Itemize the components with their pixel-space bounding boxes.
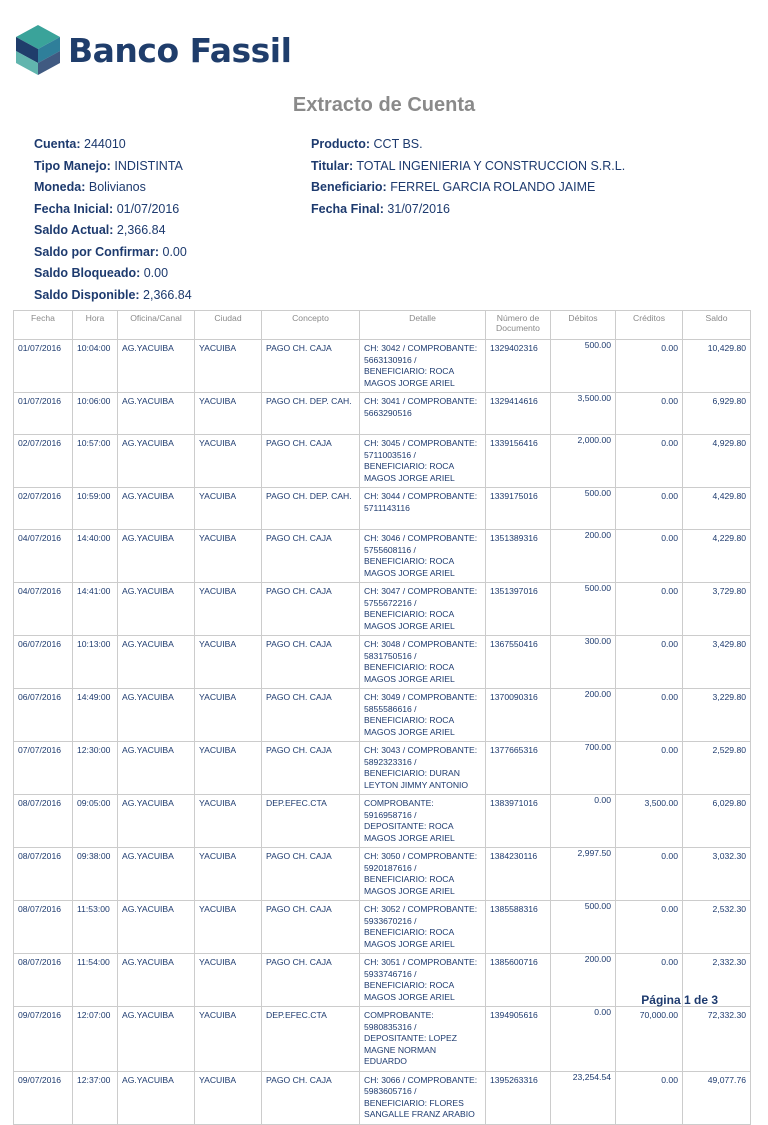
info-left-row [34, 156, 192, 178]
credit-cell: 0.00 [616, 954, 683, 1007]
concept-cell: PAGO CH. DEP. CAH. [262, 488, 360, 530]
city-cell: YACUIBA [195, 742, 262, 795]
table-row [14, 689, 751, 742]
balance-cell: 3,729.80 [683, 583, 751, 636]
column-header: Fecha [14, 311, 73, 340]
detail-cell: CH: 3049 / COMPROBANTE: 5855586616 / BENEFICIARIO: ROCA MAGOS JORGE ARIEL [360, 689, 486, 742]
balance-cell: 3,429.80 [683, 636, 751, 689]
document-cell: 1367550416 [486, 636, 551, 689]
table-row [14, 848, 751, 901]
date-cell: 08/07/2016 [14, 901, 73, 954]
credit-cell: 0.00 [616, 393, 683, 435]
date-cell: 06/07/2016 [14, 689, 73, 742]
concept-cell: PAGO CH. DEP. CAH. [262, 393, 360, 435]
info-label: Saldo Actual: [34, 223, 114, 237]
info-value: 2,366.84 [143, 287, 192, 302]
concept-cell: PAGO CH. CAJA [262, 530, 360, 583]
time-cell: 14:49:00 [73, 689, 118, 742]
concept-cell: DEP.EFEC.CTA [262, 795, 360, 848]
office-cell: AG.YACUIBA [118, 742, 195, 795]
info-value: Bolivianos [88, 180, 146, 194]
detail-cell: CH: 3066 / COMPROBANTE: 5983605716 / BENEFICIARIO: FLORES SANGALLE FRANZ ARABIO [360, 1071, 486, 1124]
debit-cell: 200.00 [551, 530, 616, 583]
date-cell: 04/07/2016 [14, 530, 73, 583]
city-cell: YACUIBA [195, 795, 262, 848]
bank-logo-icon [16, 25, 60, 75]
time-cell: 11:54:00 [73, 954, 118, 1007]
table-row [14, 795, 751, 848]
city-cell: YACUIBA [195, 636, 262, 689]
concept-cell: PAGO CH. CAJA [262, 636, 360, 689]
date-cell: 01/07/2016 [14, 340, 73, 393]
debit-cell: 2,997.50 [551, 848, 616, 901]
balance-cell: 10,429.80 [683, 340, 751, 393]
concept-cell: PAGO CH. CAJA [262, 1071, 360, 1124]
document-cell: 1394905616 [486, 1007, 551, 1072]
info-value: 2,366.84 [116, 223, 166, 237]
document-cell: 1329414616 [486, 393, 551, 435]
date-cell: 09/07/2016 [14, 1007, 73, 1072]
debit-cell: 500.00 [551, 901, 616, 954]
date-cell: 07/07/2016 [14, 742, 73, 795]
table-row [14, 583, 751, 636]
detail-cell: CH: 3050 / COMPROBANTE: 5920187616 / BENEFICIARIO: ROCA MAGOS JORGE ARIEL [360, 848, 486, 901]
concept-cell: PAGO CH. CAJA [262, 954, 360, 1007]
table-header-row [14, 311, 751, 340]
debit-cell: 3,500.00 [551, 393, 616, 435]
time-cell: 09:38:00 [73, 848, 118, 901]
column-header: Saldo [683, 311, 751, 340]
concept-cell: PAGO CH. CAJA [262, 742, 360, 795]
city-cell: YACUIBA [195, 1007, 262, 1072]
balance-cell: 72,332.30 [683, 1007, 751, 1072]
info-left-row [34, 177, 192, 199]
debit-cell: 200.00 [551, 954, 616, 1007]
table-row [14, 393, 751, 435]
info-right-row [311, 156, 625, 178]
info-value: 01/07/2016 [116, 201, 180, 216]
debit-cell: 500.00 [551, 583, 616, 636]
credit-cell: 3,500.00 [616, 795, 683, 848]
office-cell: AG.YACUIBA [118, 795, 195, 848]
office-cell: AG.YACUIBA [118, 530, 195, 583]
balance-cell: 6,929.80 [683, 393, 751, 435]
info-label: Tipo Manejo: [34, 158, 111, 173]
office-cell: AG.YACUIBA [118, 393, 195, 435]
info-label: Titular: [311, 158, 354, 173]
document-cell: 1377665316 [486, 742, 551, 795]
city-cell: YACUIBA [195, 530, 262, 583]
balance-cell: 2,529.80 [683, 742, 751, 795]
debit-cell: 500.00 [551, 488, 616, 530]
document-cell: 1351389316 [486, 530, 551, 583]
column-header: Hora [73, 311, 118, 340]
detail-cell: CH: 3042 / COMPROBANTE: 5663130916 / BENEFICIARIO: ROCA MAGOS JORGE ARIEL [360, 340, 486, 393]
balance-cell: 2,332.30 [683, 954, 751, 1007]
credit-cell: 0.00 [616, 583, 683, 636]
detail-cell: COMPROBANTE: 5980835316 / DEPOSITANTE: LOPEZ MAGNE NORMAN EDUARDO [360, 1007, 486, 1072]
document-cell: 1351397016 [486, 583, 551, 636]
time-cell: 10:06:00 [73, 393, 118, 435]
info-label: Saldo Disponible: [34, 287, 140, 302]
detail-cell: CH: 3044 / COMPROBANTE: 5711143116 [360, 488, 486, 530]
city-cell: YACUIBA [195, 583, 262, 636]
column-header: Ciudad [195, 311, 262, 340]
info-label: Beneficiario: [311, 180, 387, 194]
office-cell: AG.YACUIBA [118, 901, 195, 954]
column-header: Débitos [551, 311, 616, 340]
debit-cell: 23,254.54 [551, 1071, 616, 1124]
credit-cell: 0.00 [616, 435, 683, 488]
city-cell: YACUIBA [195, 488, 262, 530]
credit-cell: 0.00 [616, 848, 683, 901]
table-row [14, 435, 751, 488]
date-cell: 02/07/2016 [14, 435, 73, 488]
info-label: Moneda: [34, 180, 86, 194]
document-cell: 1329402316 [486, 340, 551, 393]
debit-cell: 0.00 [551, 1007, 616, 1072]
balance-cell: 4,229.80 [683, 530, 751, 583]
column-header: Oficina/Canal [118, 311, 195, 340]
info-value: 0.00 [162, 244, 187, 259]
date-cell: 09/07/2016 [14, 1071, 73, 1124]
concept-cell: PAGO CH. CAJA [262, 689, 360, 742]
time-cell: 10:57:00 [73, 435, 118, 488]
time-cell: 12:07:00 [73, 1007, 118, 1072]
info-label: Cuenta: [34, 137, 81, 151]
document-cell: 1395263316 [486, 1071, 551, 1124]
info-value: 0.00 [143, 266, 169, 280]
balance-cell: 4,429.80 [683, 488, 751, 530]
city-cell: YACUIBA [195, 689, 262, 742]
info-value: FERREL GARCIA ROLANDO JAIME [390, 180, 596, 194]
date-cell: 08/07/2016 [14, 848, 73, 901]
credit-cell: 0.00 [616, 530, 683, 583]
detail-cell: CH: 3052 / COMPROBANTE: 5933670216 / BENEFICIARIO: ROCA MAGOS JORGE ARIEL [360, 901, 486, 954]
table-row [14, 954, 751, 1007]
credit-cell: 0.00 [616, 488, 683, 530]
city-cell: YACUIBA [195, 1071, 262, 1124]
city-cell: YACUIBA [195, 848, 262, 901]
credit-cell: 70,000.00 [616, 1007, 683, 1072]
table-row [14, 340, 751, 393]
credit-cell: 0.00 [616, 636, 683, 689]
time-cell: 12:30:00 [73, 742, 118, 795]
document-cell: 1385588316 [486, 901, 551, 954]
info-label: Saldo Bloqueado: [34, 266, 141, 280]
detail-cell: CH: 3045 / COMPROBANTE: 5711003516 / BENEFICIARIO: ROCA MAGOS JORGE ARIEL [360, 435, 486, 488]
office-cell: AG.YACUIBA [118, 848, 195, 901]
debit-cell: 500.00 [551, 340, 616, 393]
detail-cell: CH: 3048 / COMPROBANTE: 5831750516 / BENEFICIARIO: ROCA MAGOS JORGE ARIEL [360, 636, 486, 689]
info-left-row [34, 242, 192, 264]
info-left-row [34, 285, 192, 307]
office-cell: AG.YACUIBA [118, 636, 195, 689]
time-cell: 14:40:00 [73, 530, 118, 583]
time-cell: 09:05:00 [73, 795, 118, 848]
time-cell: 12:37:00 [73, 1071, 118, 1124]
city-cell: YACUIBA [195, 435, 262, 488]
document-cell: 1370090316 [486, 689, 551, 742]
info-label: Saldo por Confirmar: [34, 244, 160, 259]
page-indicator: Página 1 de 3 [641, 993, 718, 1007]
concept-cell: PAGO CH. CAJA [262, 435, 360, 488]
column-header: Créditos [616, 311, 683, 340]
table-row [14, 901, 751, 954]
info-right-row [311, 199, 625, 221]
date-cell: 02/07/2016 [14, 488, 73, 530]
debit-cell: 2,000.00 [551, 435, 616, 488]
credit-cell: 0.00 [616, 742, 683, 795]
detail-cell: COMPROBANTE: 5916958716 / DEPOSITANTE: ROCA MAGOS JORGE ARIEL [360, 795, 486, 848]
info-value: 31/07/2016 [387, 201, 450, 216]
credit-cell: 0.00 [616, 340, 683, 393]
concept-cell: PAGO CH. CAJA [262, 340, 360, 393]
time-cell: 14:41:00 [73, 583, 118, 636]
concept-cell: PAGO CH. CAJA [262, 901, 360, 954]
detail-cell: CH: 3041 / COMPROBANTE: 5663290516 [360, 393, 486, 435]
balance-cell: 2,532.30 [683, 901, 751, 954]
concept-cell: DEP.EFEC.CTA [262, 1007, 360, 1072]
column-header: Detalle [360, 311, 486, 340]
debit-cell: 300.00 [551, 636, 616, 689]
info-value: TOTAL INGENIERIA Y CONSTRUCCION S.R.L. [356, 158, 626, 173]
info-left-row [34, 263, 192, 285]
table-row [14, 1007, 751, 1072]
city-cell: YACUIBA [195, 954, 262, 1007]
document-cell: 1385600716 [486, 954, 551, 1007]
page-title: Extracto de Cuenta [292, 94, 476, 116]
date-cell: 08/07/2016 [14, 795, 73, 848]
office-cell: AG.YACUIBA [118, 1007, 195, 1072]
date-cell: 01/07/2016 [14, 393, 73, 435]
transactions-table [13, 310, 751, 1125]
info-left-row [34, 220, 192, 242]
info-label: Producto: [311, 137, 371, 151]
document-cell: 1339175016 [486, 488, 551, 530]
balance-cell: 3,032.30 [683, 848, 751, 901]
table-row [14, 742, 751, 795]
time-cell: 10:13:00 [73, 636, 118, 689]
detail-cell: CH: 3046 / COMPROBANTE: 5755608116 / BENEFICIARIO: ROCA MAGOS JORGE ARIEL [360, 530, 486, 583]
office-cell: AG.YACUIBA [118, 689, 195, 742]
info-left-row [34, 134, 192, 156]
info-value: CCT BS. [373, 137, 423, 151]
balance-cell: 6,029.80 [683, 795, 751, 848]
credit-cell: 0.00 [616, 689, 683, 742]
time-cell: 10:04:00 [73, 340, 118, 393]
column-header: Concepto [262, 311, 360, 340]
bank-logo [16, 24, 291, 76]
bank-name: Banco Fassil [68, 30, 292, 70]
time-cell: 11:53:00 [73, 901, 118, 954]
document-cell: 1384230116 [486, 848, 551, 901]
table-row [14, 530, 751, 583]
debit-cell: 700.00 [551, 742, 616, 795]
detail-cell: CH: 3047 / COMPROBANTE: 5755672216 / BENEFICIARIO: ROCA MAGOS JORGE ARIEL [360, 583, 486, 636]
credit-cell: 0.00 [616, 901, 683, 954]
date-cell: 08/07/2016 [14, 954, 73, 1007]
account-info-right [311, 134, 625, 220]
concept-cell: PAGO CH. CAJA [262, 848, 360, 901]
info-value: INDISTINTA [114, 158, 183, 173]
info-value: 244010 [84, 137, 126, 151]
concept-cell: PAGO CH. CAJA [262, 583, 360, 636]
debit-cell: 200.00 [551, 689, 616, 742]
office-cell: AG.YACUIBA [118, 435, 195, 488]
info-right-row [311, 177, 625, 199]
document-cell: 1383971016 [486, 795, 551, 848]
column-header: Número de Documento [486, 311, 551, 340]
info-right-row [311, 134, 625, 156]
office-cell: AG.YACUIBA [118, 1071, 195, 1124]
account-info-left [34, 134, 192, 306]
city-cell: YACUIBA [195, 393, 262, 435]
balance-cell: 3,229.80 [683, 689, 751, 742]
table-row [14, 636, 751, 689]
balance-cell: 4,929.80 [683, 435, 751, 488]
credit-cell: 0.00 [616, 1071, 683, 1124]
date-cell: 04/07/2016 [14, 583, 73, 636]
office-cell: AG.YACUIBA [118, 583, 195, 636]
office-cell: AG.YACUIBA [118, 340, 195, 393]
table-row [14, 1071, 751, 1124]
office-cell: AG.YACUIBA [118, 954, 195, 1007]
office-cell: AG.YACUIBA [118, 488, 195, 530]
city-cell: YACUIBA [195, 340, 262, 393]
balance-cell: 49,077.76 [683, 1071, 751, 1124]
time-cell: 10:59:00 [73, 488, 118, 530]
info-label: Fecha Final: [311, 201, 384, 216]
date-cell: 06/07/2016 [14, 636, 73, 689]
debit-cell: 0.00 [551, 795, 616, 848]
detail-cell: CH: 3051 / COMPROBANTE: 5933746716 / BENEFICIARIO: ROCA MAGOS JORGE ARIEL [360, 954, 486, 1007]
document-cell: 1339156416 [486, 435, 551, 488]
info-left-row [34, 199, 192, 221]
table-row [14, 488, 751, 530]
info-label: Fecha Inicial: [34, 201, 114, 216]
city-cell: YACUIBA [195, 901, 262, 954]
detail-cell: CH: 3043 / COMPROBANTE: 5892323316 / BENEFICIARIO: DURAN LEYTON JIMMY ANTONIO [360, 742, 486, 795]
